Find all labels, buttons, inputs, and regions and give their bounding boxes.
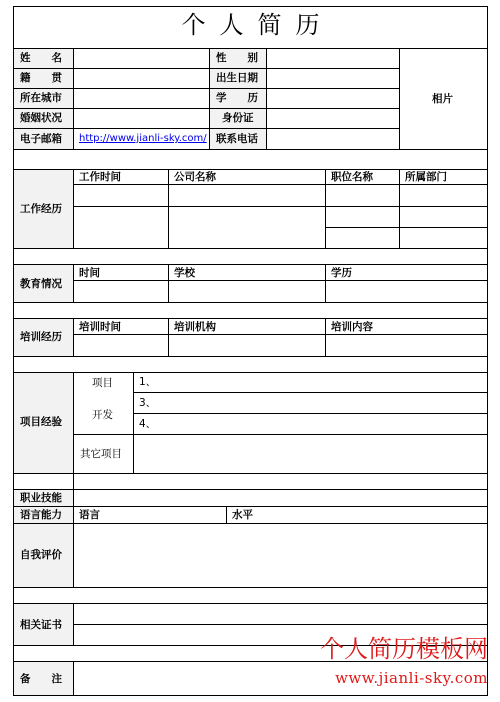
grid-line xyxy=(133,413,488,414)
grid-line xyxy=(13,473,488,474)
language-col-language: 语言 xyxy=(79,509,100,521)
origin-label: 籍 贯 xyxy=(20,72,62,84)
marital-status-label: 婚姻状况 xyxy=(20,112,62,124)
grid-line xyxy=(73,523,74,588)
training-col-institution: 培训机构 xyxy=(174,321,216,333)
grid-line xyxy=(13,68,399,69)
self-eval-label: 自我评价 xyxy=(20,549,62,561)
grid-line xyxy=(73,473,74,524)
grid-line xyxy=(13,149,488,150)
grid-line xyxy=(13,248,488,249)
resume-title: 个人简历 xyxy=(181,11,334,39)
grid-line xyxy=(13,587,488,588)
education-section-label: 教育情况 xyxy=(20,278,62,290)
grid-line xyxy=(168,264,169,303)
grid-line xyxy=(73,661,74,696)
grid-line xyxy=(73,48,74,150)
grid-line xyxy=(73,280,488,281)
email-label: 电子邮箱 xyxy=(20,133,62,145)
skills-label: 职业技能 xyxy=(20,492,62,504)
grid-line xyxy=(13,108,399,109)
grid-line xyxy=(13,318,488,319)
project-row-3: 3、 xyxy=(139,397,157,409)
training-section-label: 培训经历 xyxy=(20,331,62,343)
work-col-time: 工作时间 xyxy=(79,171,121,183)
grid-line xyxy=(13,489,488,490)
grid-line xyxy=(73,206,488,207)
grid-line xyxy=(13,128,399,129)
grid-line xyxy=(73,434,488,435)
grid-line xyxy=(325,264,326,303)
name-label: 姓 名 xyxy=(20,52,62,64)
photo-label: 相片 xyxy=(432,93,453,105)
project-row-1: 1、 xyxy=(139,376,157,388)
grid-line xyxy=(13,48,488,49)
border-bottom xyxy=(13,695,488,696)
grid-line xyxy=(13,302,488,303)
grid-line xyxy=(13,372,488,373)
grid-line xyxy=(168,318,169,357)
grid-line xyxy=(399,48,400,150)
grid-line xyxy=(73,334,488,335)
watermark-url: www.jianli-sky.com xyxy=(335,669,488,687)
education-col-school: 学校 xyxy=(174,267,195,279)
birth-date-label: 出生日期 xyxy=(216,72,258,84)
gender-label: 性 别 xyxy=(216,52,258,64)
project-section-label: 项目经验 xyxy=(20,416,62,428)
grid-line xyxy=(325,227,488,228)
border-right xyxy=(487,6,488,696)
grid-line xyxy=(13,523,488,524)
grid-line xyxy=(13,506,488,507)
grid-line xyxy=(13,356,488,357)
work-section-label: 工作经历 xyxy=(20,203,62,215)
education-col-time: 时间 xyxy=(79,267,100,279)
remarks-label: 备 注 xyxy=(20,673,62,685)
grid-line xyxy=(209,48,210,150)
language-col-level: 水平 xyxy=(232,509,253,521)
grid-line xyxy=(399,169,400,249)
work-col-department: 所属部门 xyxy=(405,171,447,183)
grid-line xyxy=(325,169,326,249)
grid-line xyxy=(73,264,74,303)
grid-line xyxy=(73,624,488,625)
project-dev-label: 开发 xyxy=(92,409,113,421)
border-left xyxy=(13,6,14,696)
grid-line xyxy=(73,184,488,185)
education-level-label: 学 历 xyxy=(216,92,258,104)
grid-line xyxy=(133,392,488,393)
language-label: 语言能力 xyxy=(20,509,62,521)
grid-line xyxy=(133,372,134,474)
grid-line xyxy=(13,264,488,265)
email-link[interactable]: http://www.jianli-sky.com/ xyxy=(79,133,207,144)
grid-line xyxy=(226,506,227,524)
grid-line xyxy=(13,88,399,89)
id-card-label: 身份证 xyxy=(222,112,254,124)
project-other-label: 其它项目 xyxy=(80,448,122,460)
work-col-position: 职位名称 xyxy=(331,171,373,183)
watermark-text: 个人简历模板网 xyxy=(320,635,488,663)
grid-line xyxy=(168,169,169,249)
phone-label: 联系电话 xyxy=(216,133,258,145)
project-item-label: 项目 xyxy=(92,377,113,389)
city-label: 所在城市 xyxy=(20,92,62,104)
certificates-label: 相关证书 xyxy=(20,619,62,631)
grid-line xyxy=(325,318,326,357)
training-col-content: 培训内容 xyxy=(331,321,373,333)
grid-line xyxy=(73,169,74,249)
training-col-time: 培训时间 xyxy=(79,321,121,333)
grid-line xyxy=(266,48,267,150)
grid-line xyxy=(73,318,74,357)
project-row-4: 4、 xyxy=(139,418,157,430)
education-col-degree: 学历 xyxy=(331,267,352,279)
grid-line xyxy=(73,372,74,474)
grid-line xyxy=(13,603,488,604)
work-col-company: 公司名称 xyxy=(174,171,216,183)
